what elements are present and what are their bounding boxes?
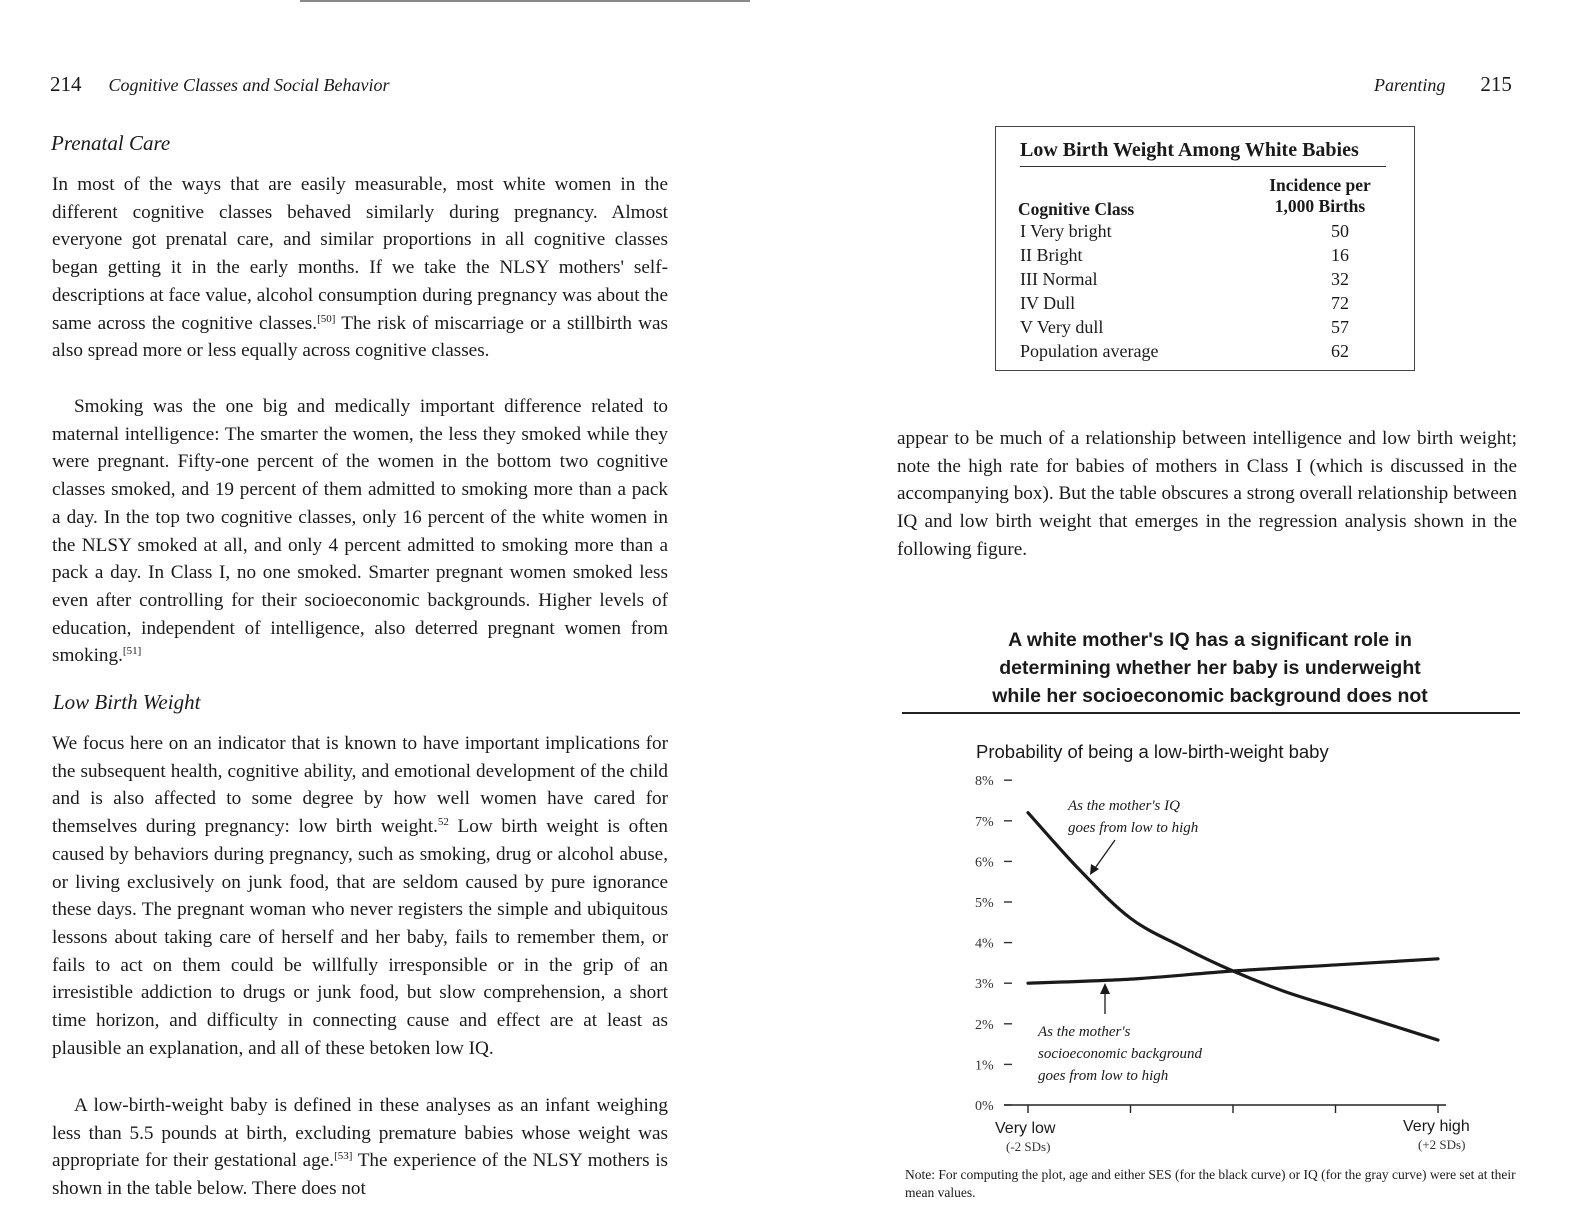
series-line-ses bbox=[1028, 959, 1438, 983]
annotation-ses-line3: goes from low to high bbox=[1038, 1068, 1169, 1084]
y-tick-label: 3% bbox=[975, 977, 994, 993]
table-cell-value: 50 bbox=[1331, 221, 1349, 241]
annotation-iq-line1: As the mother's IQ bbox=[1068, 798, 1180, 814]
section-heading-low-birth-weight: Low Birth Weight bbox=[53, 690, 201, 714]
running-head: Parenting bbox=[1374, 75, 1446, 95]
paragraph-text: Smoking was the one big and medically important difference related to maternal intelligence: The smarter the women, the less they smoked while they were pregnant. Fifty-one percent of the women in the bottom two cognitive classes smoked, and 19 percent of them admitted to smoking more than a pack a day. In the top two cognitive classes, only 16 percent of the white women in the NLSY smoked at all, and only 4 percent admitted to smoking more than a pack a day. In Class I, no one smoked. Smarter pregnant women smoked less even after controlling for their socioeconomic backgrounds. Higher levels of education, independent of intelligence, also deterred pregnant women from smoking. bbox=[52, 396, 668, 667]
y-tick-label: 1% bbox=[975, 1058, 994, 1074]
figure-title-line: determining whether her baby is underweight bbox=[999, 657, 1421, 679]
table-column-header-line: Incidence per bbox=[1269, 175, 1371, 195]
footnote-marker: [50] bbox=[317, 312, 336, 325]
table-cell-value: 62 bbox=[1331, 341, 1349, 361]
footnote-marker: 52 bbox=[437, 816, 449, 829]
footnote-marker: [53] bbox=[334, 1150, 353, 1163]
footnote-marker: [51] bbox=[122, 645, 142, 658]
paragraph-text: In most of the ways that are easily measurable, most white women in the different cognitive classes behaved similarly during pregnancy. Almost everyone got prenatal care, and similar proportions in all cognitive classes began getting it in the early months. If we take the NLSY mothers' self-descriptions at face value, alcohol consumption during pregnancy was about the same across the cognitive classes. bbox=[52, 174, 668, 334]
table-cell-value: 16 bbox=[1331, 245, 1349, 265]
y-tick-label: 7% bbox=[975, 814, 994, 830]
paragraph-text: Low birth weight is often caused by behaviors during pregnancy, such as smoking, drug or alcohol abuse, or living exclusively on junk food, that are seldom caused by pure ignorance these days. The pregnant woman who never registers the simple and ubiquitous lessons about taking care of herself and her baby, fails to remember them, or fails to act on them could be willfully irresponsible or in the grip of an irresistible addiction to drugs or junk food, but slow comprehension, a short time horizon, and difficulty in connecting cause and effect are at least as plausible an explanation, and all of these betoken low IQ. bbox=[52, 816, 668, 1059]
table-cell-value: 32 bbox=[1331, 269, 1349, 289]
table-column-header-line: 1,000 Births bbox=[1274, 196, 1366, 216]
figure-note: Note: For computing the plot, age and either SES (for the black curve) or IQ (for the gray curve) were set at their mean values. bbox=[905, 1167, 1516, 1200]
table-title: Low Birth Weight Among White Babies bbox=[1020, 139, 1386, 167]
annotation-iq-arrowhead bbox=[1090, 864, 1099, 875]
y-tick-label: 8% bbox=[975, 774, 994, 790]
annotation-iq-pointer bbox=[1093, 840, 1115, 871]
table-cell-label: II Bright bbox=[1020, 245, 1083, 265]
annotation-ses-line1: As the mother's bbox=[1038, 1024, 1131, 1040]
y-tick-label: 2% bbox=[975, 1017, 994, 1033]
paragraph: appear to be much of a relationship between intelligence and low birth weight; note the high rate for babies of mothers in Class I (which is discussed in the accompanying box). But the table obscures a strong overall relationship between IQ and low birth weight that emerges in the regression analysis shown in the following figure. bbox=[897, 428, 1517, 560]
paragraph-text: A low-birth-weight baby is defined in these analyses as an infant weighing less than 5.5 pounds at birth, excluding premature babies whose weight was appropriate for their gestational age. bbox=[52, 1095, 668, 1172]
annotation-ses-line2: socioeconomic background bbox=[1038, 1046, 1202, 1062]
y-tick-label: 6% bbox=[975, 855, 994, 871]
page-number: 215 bbox=[1480, 72, 1512, 96]
chart-title: Probability of being a low-birth-weight baby bbox=[976, 741, 1329, 762]
page-number: 214 bbox=[50, 72, 82, 96]
x-label-right-sub: (+2 SDs) bbox=[1418, 1137, 1466, 1152]
x-label-right: Very high bbox=[1403, 1118, 1470, 1135]
table-cell-label: IV Dull bbox=[1020, 293, 1076, 313]
table-cell-value: 72 bbox=[1331, 293, 1349, 313]
paragraph-text: The experience of the NLSY mothers is shown in the table below. There does not bbox=[52, 1150, 668, 1200]
table-cell-label: I Very bright bbox=[1020, 221, 1112, 241]
paragraph-text: We focus here on an indicator that is known to have important implications for the subsequent health, cognitive ability, and emotional development of the child and is also affected to some degree by how well women have cared for themselves during pregnancy: low birth weight. bbox=[52, 733, 668, 838]
table-column-header: Cognitive Class bbox=[1018, 199, 1135, 219]
table-cell-label: Population average bbox=[1020, 341, 1159, 361]
y-tick-label: 4% bbox=[975, 936, 994, 952]
figure-title-line: A white mother's IQ has a significant role in bbox=[1008, 629, 1412, 651]
table-cell-value: 57 bbox=[1331, 317, 1349, 337]
y-tick-label: 0% bbox=[975, 1099, 994, 1114]
x-label-left: Very low bbox=[995, 1120, 1056, 1137]
table-cell-label: V Very dull bbox=[1020, 317, 1104, 337]
annotation-iq-line2: goes from low to high bbox=[1068, 820, 1199, 836]
table-cell-label: III Normal bbox=[1020, 269, 1098, 289]
figure-title-line: while her socioeconomic background does not bbox=[992, 685, 1428, 707]
annotation-ses-arrowhead bbox=[1100, 983, 1110, 994]
series-line-iq bbox=[1028, 813, 1438, 1040]
running-head: Cognitive Classes and Social Behavior bbox=[108, 75, 390, 95]
section-heading-prenatal-care: Prenatal Care bbox=[51, 131, 171, 155]
x-label-left-sub: (-2 SDs) bbox=[1006, 1139, 1051, 1154]
paragraph-text: The risk of miscarriage or a stillbirth was also spread more or less equally across cognitive classes. bbox=[52, 312, 669, 362]
y-tick-label: 5% bbox=[975, 896, 994, 911]
